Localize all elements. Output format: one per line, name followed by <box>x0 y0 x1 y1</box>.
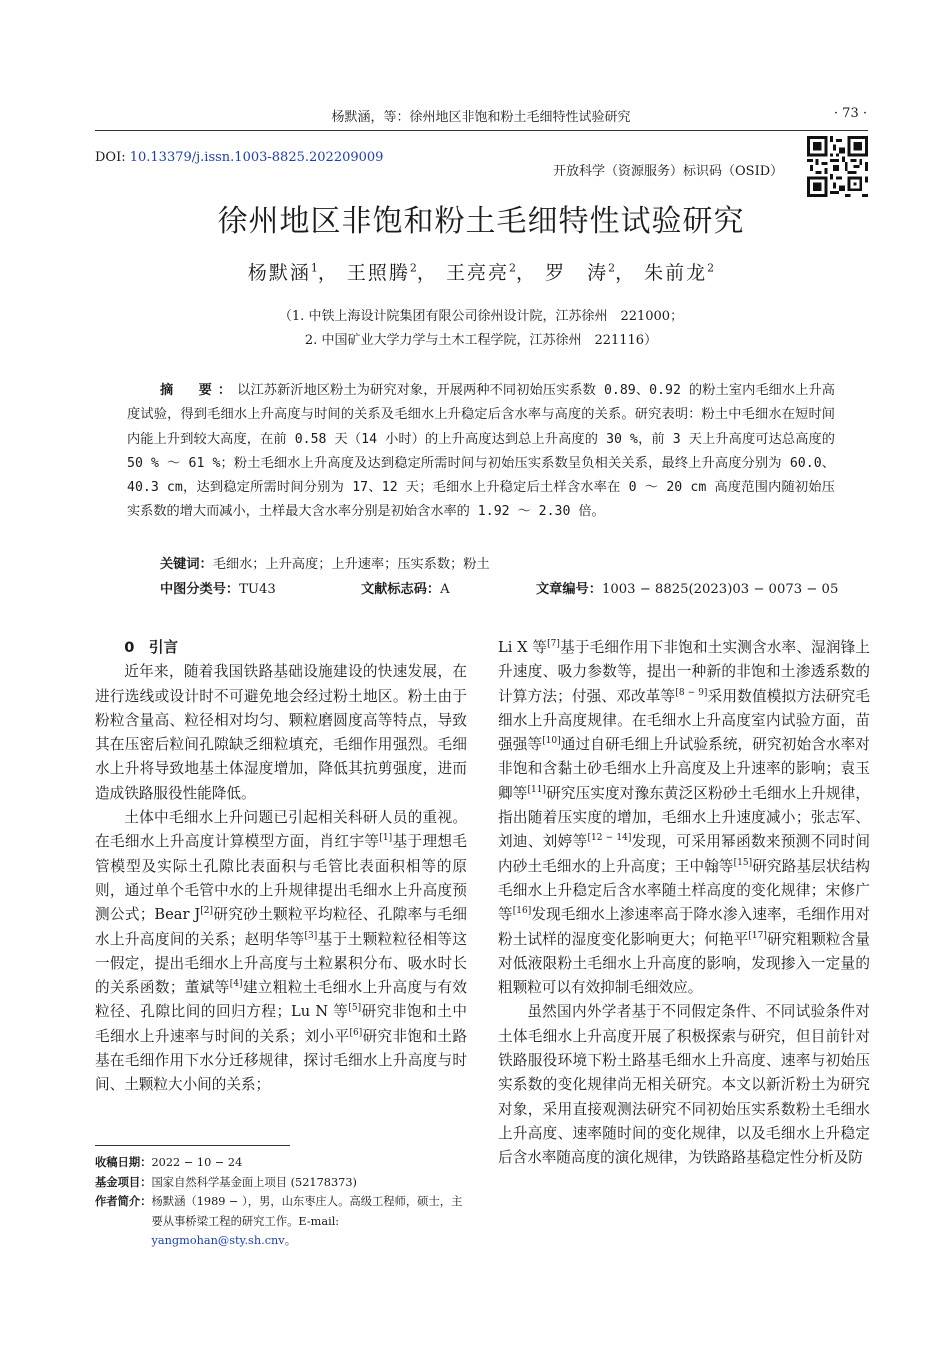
author-bio <box>95 1192 465 1251</box>
received-date <box>95 1153 465 1173</box>
bio-end: 。 <box>284 1234 296 1247</box>
text-run: 建立粗粒土毛细水上升高度与有效粒径、孔隙比间的回归方程；Lu N 等 <box>95 979 467 1021</box>
author-list <box>95 258 867 285</box>
text-run: 研究非饱和土路基在毛细作用下水分迁移规律，探讨毛细水上升高度与时间、土颗粒大小间的关系； <box>95 1027 467 1094</box>
footnotes <box>95 1153 465 1251</box>
text-run: 土体中毛细水上升问题已引起相关科研人员的重视。在毛细水上升高度计算模型方面，肖红宇等 <box>95 809 467 851</box>
clc-value: TU43 <box>239 582 276 597</box>
author-affil-mark: 2 <box>409 261 417 275</box>
citation-ref: [10] <box>542 736 561 747</box>
text-run: 研究压实度对豫东黄泛区粉砂土毛细水上升规律，指出随着压实度的增加，毛细水上升速度减小；张志军、刘迪、刘婷等 <box>498 784 870 851</box>
article-no-value: 1003 − 8825(2023)03 − 0073 − 05 <box>601 582 839 597</box>
citation-ref: [1] <box>379 833 393 844</box>
citation-ref: [15] <box>733 857 753 868</box>
doc-code-label: 文献标志码： <box>361 582 441 597</box>
text-run: 发现毛细水上渗速率高于降水渗入速率，毛细作用对粉土试样的湿度变化影响更大；何艳平 <box>498 906 870 948</box>
citation-ref: [5] <box>348 1003 362 1014</box>
paragraph <box>95 806 467 1098</box>
clc-label: 中图分类号： <box>160 582 240 597</box>
article-number <box>536 578 838 597</box>
citation-ref: [12 − 14] <box>587 833 632 844</box>
fund-label: 基金项目： <box>95 1175 152 1189</box>
citation-ref: [16] <box>512 906 532 917</box>
header-rule <box>95 130 868 131</box>
citation-ref: [17] <box>748 930 767 941</box>
osid-label: 开放科学（资源服务）标识码（OSID） <box>553 164 784 179</box>
text-run: Li X 等 <box>498 639 548 656</box>
osid-qr-code <box>807 136 868 197</box>
received-label: 收稿日期： <box>95 1156 152 1169</box>
footnote-rule <box>95 1145 290 1146</box>
citation-ref: [2] <box>200 906 214 917</box>
author-name: 杨默涵 <box>247 262 311 284</box>
citation-ref: [8 − 9] <box>675 687 708 698</box>
section-heading: 0 引言 <box>124 639 179 656</box>
keywords-text: 毛细水；上升高度；上升速率；压实系数；粉土 <box>212 557 490 572</box>
bio-text <box>152 1192 466 1251</box>
author-affil-mark: 2 <box>707 261 715 275</box>
author-email-link[interactable]: yangmohan@sty.sh.cnv <box>151 1234 285 1247</box>
paragraph <box>498 636 870 1000</box>
author-name: 罗 涛 <box>545 262 609 284</box>
author-separator: ， <box>516 262 538 284</box>
document-code <box>361 578 450 597</box>
citation-ref: [7] <box>547 639 560 650</box>
author-separator: ， <box>317 262 339 284</box>
left-column <box>95 636 467 1098</box>
author-affil-mark: 2 <box>509 261 516 275</box>
abstract-label: 摘 要： <box>160 383 238 398</box>
keywords <box>160 553 490 572</box>
fund-info <box>95 1173 465 1193</box>
author-name: 王亮亮 <box>445 262 509 284</box>
article-no-label: 文章编号： <box>536 582 602 597</box>
bio-label: 作者简介： <box>95 1195 152 1208</box>
text-run: 基于土颗粒粒径相等这一假定，提出毛细水上升高度与土粒累积分布、吸水时长的关系函数；董斌等 <box>95 930 467 997</box>
doi-link[interactable]: 10.13379/j.issn.1003-8825.202209009 <box>129 150 384 165</box>
text-run: 通过自研毛细上升试验系统，研究初始含水率对非饱和含黏土砂毛细水上升高度及上升速率的影响；袁玉卿等 <box>498 736 870 802</box>
citation-ref: [4] <box>229 979 243 990</box>
abstract-text: 以江苏新沂地区粉土为研究对象，开展两种不同初始压实系数 0.89、0.92 的粉土室内毛细水上升高度试验，得到毛细水上升高度与时间的关系及毛细水上升稳定后含水率与高度的关系。研究表明：粉土中毛细水在短时间内能上升到较大高度，在前 0.58 天（14 小时）的上升高度达到总上升高度的 30 %，前 3 天上升高度可达总高度的 50 % ～ 61 %；粉土毛细水上升高度及达到稳定所需时间与初始压实系数呈负相关关系，最终上升高度分别为 60.0、40.3 cm，达到稳定所需时间分别为 17、12 天；毛细水上升稳定后土样含水率在 0 ～ 20 cm 高度范围内随初始压实系数的增大而减小，土样最大含水率分别是初始含水率的 1.92 ～ 2.30 倍。 <box>127 383 835 520</box>
text-run: 研究粗颗粒含量对低液限粉土毛细水上升高度的影响，发现掺入一定量的粗颗粒可以有效抑制毛细效应。 <box>498 930 870 997</box>
text-run: 基于毛细作用下非饱和土实测含水率、湿润锋上升速度、吸力参数等，提出一种新的非饱和土渗透系数的计算方法；付强、邓改革等 <box>498 639 870 705</box>
bio-value: 杨默涵（1989 − ），男，山东枣庄人。高级工程师，硕士，主要从事桥梁工程的研究工作。E-mail: <box>151 1195 463 1228</box>
author-affil-mark: 1 <box>310 261 318 275</box>
paragraph: 虽然国内外学者基于不同假定条件、不同试验条件对土体毛细水上升高度开展了积极探索与研究，但目前针对铁路服役环境下粉土路基毛细水上升高度、速率与初始压实系数的变化规律尚无相关研究。本文以新沂粉土为研究对象，采用直接观测法研究不同初始压实系数粉土毛细水上升高度、速率随时间的变化规律，以及毛细水上升稳定后含水率随高度的演化规律，为铁路路基稳定性分析及防 <box>498 1003 870 1167</box>
text-run: 基于理想毛管模型及实际土孔隙比表面积与毛管比表面积相等的原则，通过单个毛管中水的上升规律提出毛细水上升高度预测公式；Bear J <box>95 833 467 924</box>
paper-title: 徐州地区非饱和粉土毛细特性试验研究 <box>217 204 745 239</box>
author-affil-mark: 2 <box>608 261 616 275</box>
text-run: 采用数值模拟方法研究毛细水上升高度规律。在毛细水上升高度室内试验方面，苗强强等 <box>498 687 870 754</box>
author-name: 王照腾 <box>346 262 410 284</box>
author-separator: ， <box>416 262 438 284</box>
page-number: · 73 · <box>833 106 867 121</box>
doi-line <box>95 150 383 165</box>
text-run: 发现，可采用幂函数来预测不同时间内砂土毛细水的上升高度；王中翰等 <box>498 833 870 875</box>
fund-value: 国家自然科学基金面上项目 (52178373) <box>151 1175 357 1189</box>
received-value: 2022 − 10 − 24 <box>151 1156 243 1169</box>
text-run: 研究路基层状结构毛细水上升稳定后含水率随土样高度的变化规律；宋修广等 <box>498 857 870 924</box>
keywords-label: 关键词： <box>160 557 213 572</box>
right-column <box>498 636 870 1171</box>
text-run: 研究非饱和土中毛细水上升速率与时间的关系；刘小平 <box>95 1003 467 1045</box>
affiliation-line: （1. 中铁上海设计院集团有限公司徐州设计院，江苏徐州 221000； <box>278 309 684 324</box>
text-run: 研究砂土颗粒平均粒径、孔隙率与毛细水上升高度间的关系；赵明华等 <box>95 906 467 948</box>
paragraph: 近年来，随着我国铁路基础设施建设的快速发展，在进行选线或设计时不可避免地会经过粉土地区。粉土由于粉粒含量高、粒径相对均匀、颗粒磨圆度高等特点，导致其在压密后粒间孔隙缺乏细粒填充，毛细作用强烈。毛细水上升将导致地基土体湿度增加，降低其抗剪强度，进而造成铁路服役性能降低。 <box>95 663 467 802</box>
author-separator: ， <box>615 262 637 284</box>
clc-number <box>160 578 276 597</box>
citation-ref: [3] <box>304 930 318 941</box>
affiliation-line: 2. 中国矿业大学力学与土木工程学院，江苏徐州 221116） <box>304 333 658 348</box>
running-head-title: 杨默涵，等：徐州地区非饱和粉土毛细特性试验研究 <box>331 110 631 125</box>
doi-label: DOI: <box>95 150 130 165</box>
doc-code-value: A <box>440 582 450 597</box>
abstract <box>127 379 835 525</box>
citation-ref: [11] <box>527 784 546 795</box>
citation-ref: [6] <box>349 1027 363 1038</box>
author-name: 朱前龙 <box>644 262 708 284</box>
